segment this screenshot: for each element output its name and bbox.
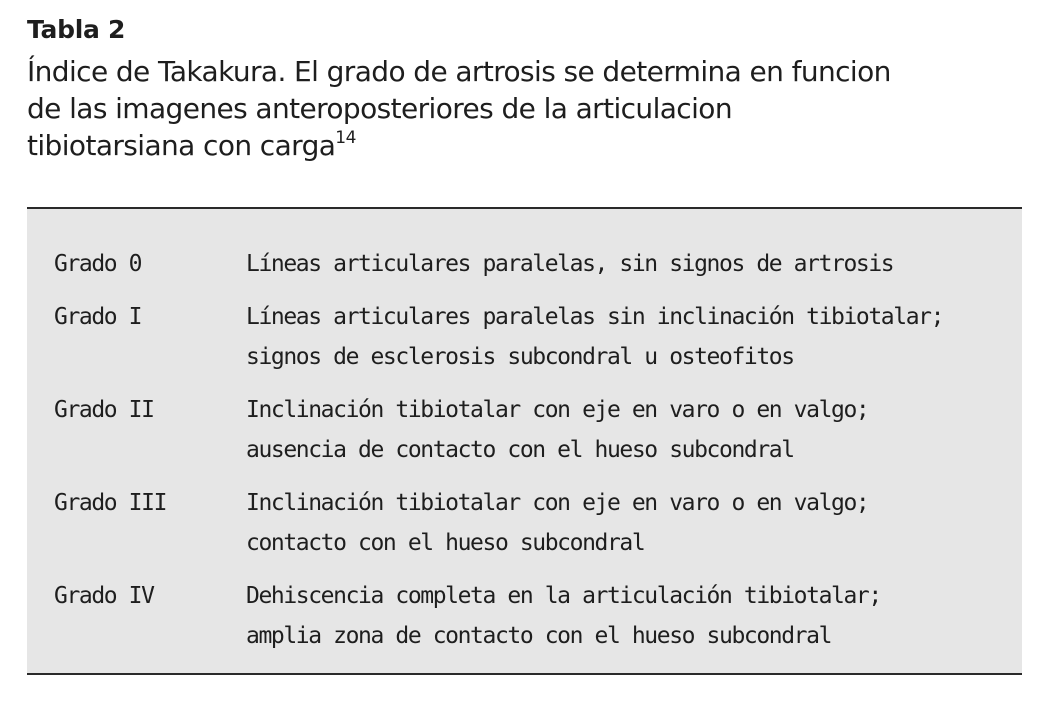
table-row-grado-ii: [54, 390, 1012, 470]
grade-description: [246, 483, 1012, 563]
grade-description: [246, 244, 1012, 284]
table-title: [27, 53, 1027, 164]
table-title-line-2: de las imagenes anteroposteriores de la articulacion: [27, 92, 732, 125]
table-row-grado-i: [54, 297, 1012, 377]
description-line: Líneas articulares paralelas, sin signos de artrosis: [246, 251, 894, 277]
description-line: Inclinación tibiotalar con eje en varo o en valgo;: [246, 397, 869, 423]
grade-description: [246, 576, 1012, 656]
table-title-line-3: [27, 127, 1027, 164]
table-row-grado-iii: [54, 483, 1012, 563]
table-title-line-3-text: tibiotarsiana con carga: [27, 129, 336, 162]
grade-description: [246, 390, 1012, 470]
description-line: ausencia de contacto con el hueso subcondral: [246, 437, 794, 463]
table-title-line-1: Índice de Takakura. El grado de artrosis se determina en funcion: [27, 55, 891, 88]
grading-table: [27, 207, 1022, 675]
grade-label: Grado IV: [54, 583, 154, 609]
description-line: signos de esclerosis subcondral u osteofitos: [246, 344, 794, 370]
grade-label: Grado II: [54, 397, 154, 423]
table-caption: [27, 12, 1027, 164]
table-rows: [54, 244, 1012, 669]
table-row-grado-iv: [54, 576, 1012, 656]
description-line: Dehiscencia completa en la articulación tibiotalar;: [246, 583, 881, 609]
table-label: Tabla 2: [27, 15, 126, 44]
description-line: contacto con el hueso subcondral: [246, 530, 645, 556]
description-line: amplia zona de contacto con el hueso subcondral: [246, 623, 832, 649]
grade-label: Grado III: [54, 490, 167, 516]
table-row-grado-0: [54, 244, 1012, 284]
grade-label: Grado I: [54, 304, 142, 330]
grade-description: [246, 297, 1012, 377]
reference-superscript: 14: [335, 127, 356, 148]
grade-label: Grado 0: [54, 251, 142, 277]
description-line: Inclinación tibiotalar con eje en varo o en valgo;: [246, 490, 869, 516]
description-line: Líneas articulares paralelas sin inclinación tibiotalar;: [246, 304, 944, 330]
